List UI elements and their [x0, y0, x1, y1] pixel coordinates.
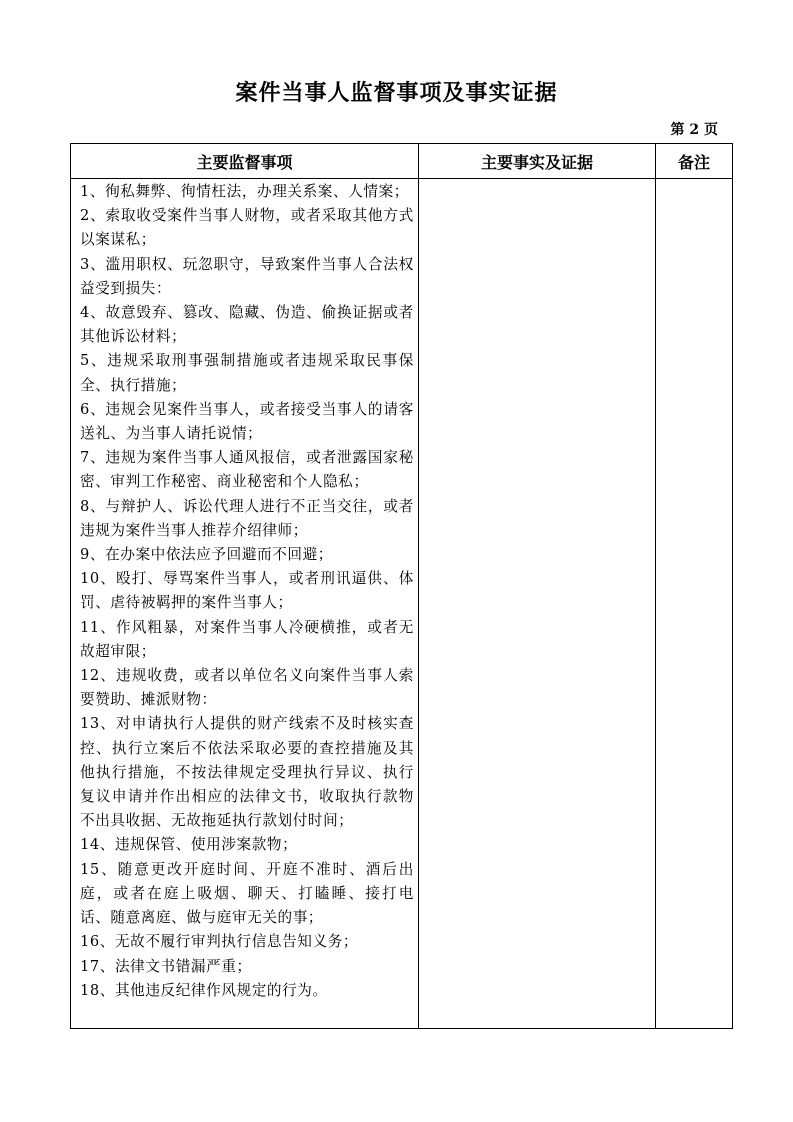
page-number: 第 2 页: [670, 122, 718, 138]
notes-cell: [656, 179, 733, 1029]
list-item: 8、与辩护人、诉讼代理人进行不正当交往，或者违规为案件当事人推荐介绍律师；: [80, 497, 414, 539]
list-item: 10、殴打、辱骂案件当事人，或者刑讯逼供、体罚、虐待被羁押的案件当事人；: [80, 570, 414, 612]
list-item: 1、徇私舞弊、徇情枉法，办理关系案、人情案；: [80, 183, 409, 200]
table-body-row: [71, 179, 733, 1029]
list-item: 12、违规收费，或者以单位名义向案件当事人索要赞助、摊派财物：: [80, 667, 414, 709]
header-notes: 备注: [656, 144, 733, 179]
list-item: 13、对申请执行人提供的财产线索不及时核实查控、执行立案后不依法采取必要的查控措施及其他执行措施，不按法律规定受理执行异议、执行复议申请并作出相应的法律文书，收取执行款物不出具收据、无故拖延执行款划付时间；: [80, 715, 414, 830]
list-item: 17、法律文书错漏严重；: [80, 957, 252, 975]
list-item: 9、在办案中依法应予回避而不回避；: [80, 546, 333, 564]
header-supervision-items: 主要监督事项: [71, 144, 419, 179]
list-item: 14、违规保管、使用涉案款物；: [80, 836, 298, 854]
list-item: 16、无故不履行审判执行信息告知义务；: [80, 933, 359, 951]
list-item: 6、违规会见案件当事人，或者接受当事人的请客送礼、为当事人请托说情；: [80, 400, 414, 443]
list-item: 11、作风粗暴，对案件当事人冷硬横推，或者无故超审限；: [80, 618, 414, 660]
list-item: 15、随意更改开庭时间、开庭不准时、酒后出庭，或者在庭上吸烟、聊天、打瞌睡、接打电话、随意离庭、做与庭审无关的事；: [80, 860, 414, 927]
list-item: 5、违规采取刑事强制措施或者违规采取民事保全、执行措施；: [80, 352, 414, 394]
supervision-table: [70, 143, 733, 1029]
list-item: 3、滥用职权、玩忽职守，导致案件当事人合法权益受到损失：: [80, 255, 414, 297]
list-item: 7、违规为案件当事人通风报信，或者泄露国家秘密、审判工作秘密、商业秘密和个人隐私；: [80, 449, 414, 491]
list-item: 4、故意毁弃、篡改、隐藏、伪造、偷换证据或者其他诉讼材料；: [80, 304, 414, 346]
supervision-items-cell: [71, 179, 419, 1029]
list-item: 2、索取收受案件当事人财物，或者采取其他方式以案谋私；: [80, 207, 414, 249]
document-title: 案件当事人监督事项及事实证据: [235, 81, 558, 106]
facts-evidence-cell: [419, 179, 656, 1029]
supervision-items-list: [71, 179, 418, 1003]
header-facts-evidence: 主要事实及证据: [419, 144, 656, 179]
list-item: 18、其他违反纪律作风规定的行为。: [80, 981, 328, 999]
table-header-row: [71, 144, 733, 179]
